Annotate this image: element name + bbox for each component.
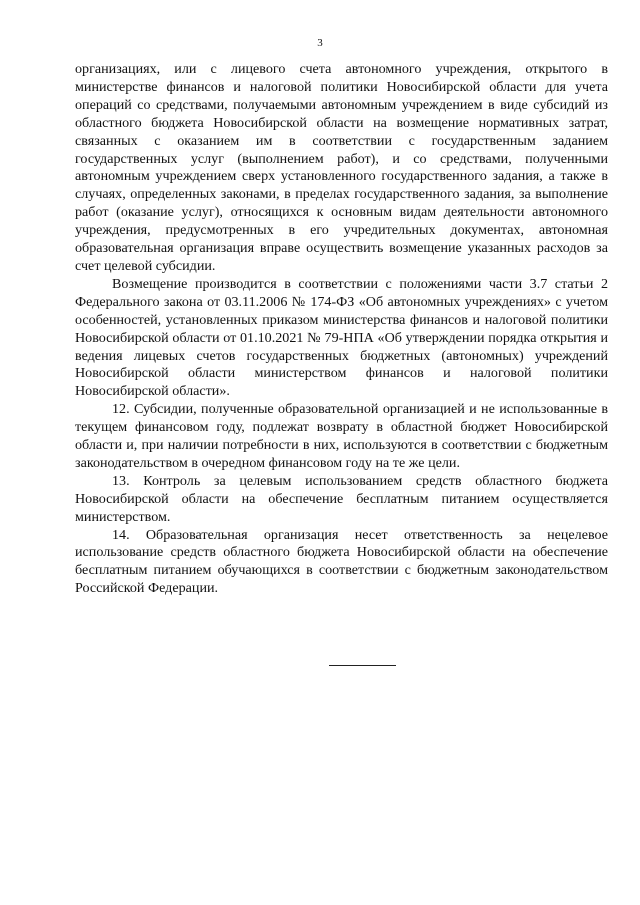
page-number: 3: [317, 37, 323, 49]
document-body: [75, 61, 608, 598]
paragraph-item-13: 13. Контроль за целевым использованием средств областного бюджета Новосибирской области на обеспечение бесплатным питанием осуществляется министерством.: [75, 472, 608, 525]
paragraph-continuation: организациях, или с лицевого счета автономного учреждения, открытого в министерстве финансов и налоговой политики Новосибирской области для учета операций со средствами, получаемыми автономным учреждением в виде субсидий из областного бюджета Новосибирской области на возмещение нормативных затрат, связанных с оказанием им в соответствии с государственным заданием государственных услуг (выполнением работ), и со средствами, полученными автономным учреждением сверх установленного государственного задания, а также в случаях, определенных законами, в пределах государственного задания, за выполнение работ (оказание услуг), относящихся к основным видам деятельности автономного учреждения, предусмотренных в его учредительных документах, автономная образовательная организация вправе осуществить возмещение указанных расходов за счет целевой субсидии.: [75, 61, 608, 274]
paragraph-reimbursement: Возмещение производится в соответствии с положениями части 3.7 статьи 2 Федерального закона от 03.11.2006 № 174-ФЗ «Об автономных учреждениях» с учетом особенностей, установленных приказом министерства финансов и налоговой политики Новосибирской области от 01.10.2021 № 79-НПА «Об утверждении порядка открытия и ведения лицевых счетов государственных бюджетных (автономных) учреждений Новосибирской области министерством финансов и налоговой политики Новосибирской области».: [75, 275, 608, 400]
paragraph-item-12: 12. Субсидии, полученные образовательной организацией и не использованные в текущем финансовом году, подлежат возврату в областной бюджет Новосибирской области и, при наличии потребности в них, используются в соответствии с бюджетным законодательством в очередном финансовом году на те же цели.: [75, 401, 608, 471]
paragraph-item-14: 14. Образовательная организация несет ответственность за нецелевое использование средств областного бюджета Новосибирской области на обеспечение бесплатным питанием обучающихся в соответствии с бюджетным законодательством Российской Федерации.: [75, 526, 608, 597]
end-of-document-rule: [329, 665, 396, 666]
